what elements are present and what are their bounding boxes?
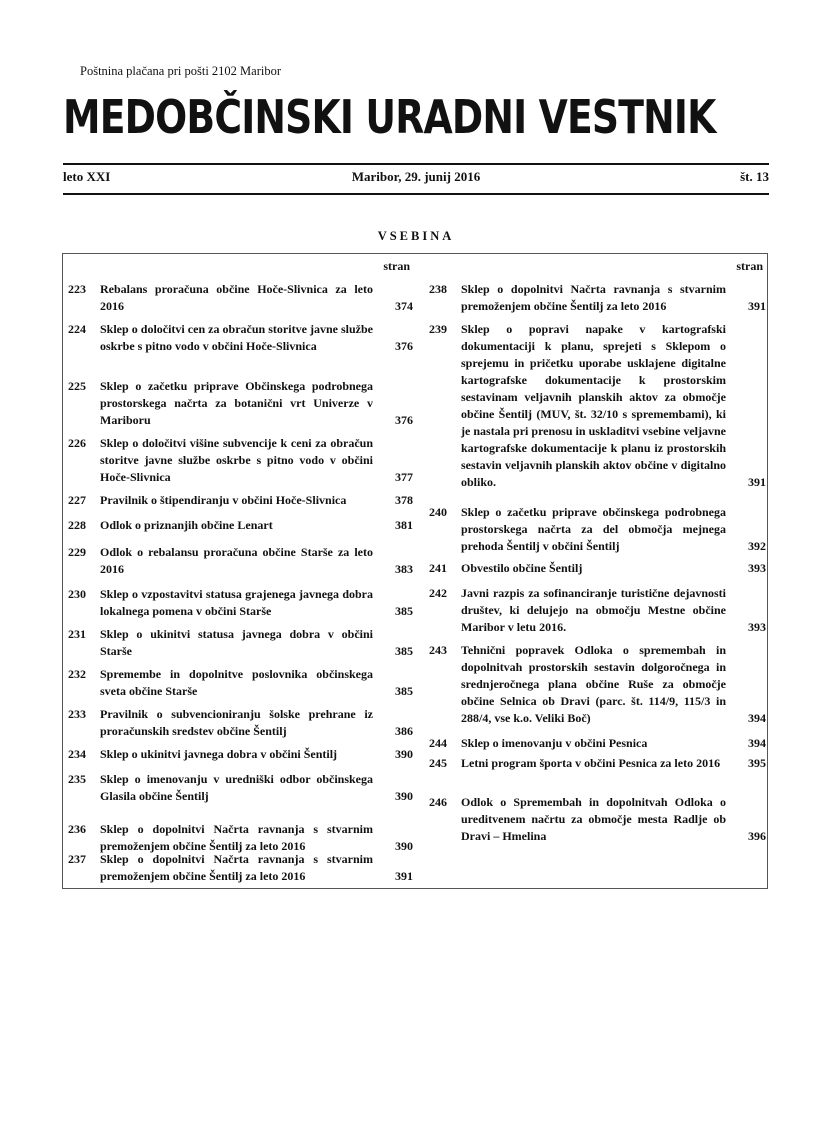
entry-number: 235 <box>68 772 86 786</box>
contents-entry <box>68 771 413 805</box>
contents-entry <box>68 321 413 355</box>
entry-page: 395 <box>748 756 766 770</box>
issue-number: št. 13 <box>740 169 769 184</box>
entry-number: 223 <box>68 282 86 296</box>
entry-title: Tehnični popravek Odloka o spremembah in dopolnitvah prostorskih sestavin dolgoročnega in srednjeročnega plana občine Ruše za območje občine Selnica ob Dravi (parc. št. 114/9, 115/3 in 288/4, vse k.o. Veliki Boč) <box>461 643 726 725</box>
entry-page: 377 <box>395 470 413 484</box>
entry-title: Odlok o Spremembah in dopolnitvah Odloka o ureditvenem načrtu za območje mesta Radlje ob Dravi – Hmelina <box>461 795 726 843</box>
entry-number: 243 <box>429 643 447 657</box>
entry-title: Sklep o dopolnitvi Načrta ravnanja s stvarnim premoženjem občine Šentilj za leto 2016 <box>461 282 726 313</box>
entry-title: Sklep o dopolnitvi Načrta ravnanja s stvarnim premoženjem občine Šentilj za leto 2016 <box>100 822 373 853</box>
entry-title: Sklep o določitvi višine subvencije k ceni za obračun storitve javne službe oskrbe s pitno vodo v občini Hoče-Slivnica <box>100 436 373 484</box>
entry-number: 231 <box>68 627 86 641</box>
entry-page: 385 <box>395 604 413 618</box>
contents-entry <box>68 281 413 315</box>
issue-year: leto XXI <box>63 169 111 184</box>
entry-page: 396 <box>748 829 766 843</box>
entry-number: 244 <box>429 736 447 750</box>
entry-number: 239 <box>429 322 447 336</box>
entry-page: 394 <box>748 711 766 725</box>
contents-entry <box>68 492 413 509</box>
entry-number: 246 <box>429 795 447 809</box>
entry-title: Odlok o rebalansu proračuna občine Starše za leto 2016 <box>100 545 373 576</box>
entry-title: Pravilnik o subvencioniranju šolske prehrane iz proračunskih sredstev občine Šentilj <box>100 707 373 738</box>
entry-page: 383 <box>395 562 413 576</box>
entry-title: Rebalans proračuna občine Hoče-Slivnica za leto 2016 <box>100 282 373 313</box>
header-rule-top <box>63 163 769 165</box>
entry-page: 381 <box>395 518 413 532</box>
entry-number: 242 <box>429 586 447 600</box>
entry-number: 232 <box>68 667 86 681</box>
contents-entry <box>68 517 413 534</box>
entry-title: Pravilnik o štipendiranju v občini Hoče-Slivnica <box>100 493 347 507</box>
contents-entry <box>429 560 766 577</box>
entry-title: Sklep o ukinitvi javnega dobra v občini Šentilj <box>100 747 338 761</box>
entry-page: 385 <box>395 684 413 698</box>
entry-title: Sklep o vzpostavitvi statusa grajenega javnega dobra lokalnega pomena v občini Starše <box>100 587 373 618</box>
entry-title: Sklep o ukinitvi statusa javnega dobra v občini Starše <box>100 627 373 658</box>
contents-entry <box>429 504 766 555</box>
contents-entry <box>68 706 413 740</box>
contents-entry <box>68 586 413 620</box>
page-column-label: stran <box>736 259 763 273</box>
entry-number: 241 <box>429 561 447 575</box>
contents-column-right <box>429 254 766 888</box>
entry-number: 227 <box>68 493 86 507</box>
entry-title: Sklep o začetku priprave Občinskega podrobnega prostorskega načrta za botanični vrt Univerze v Mariboru <box>100 379 373 427</box>
entry-page: 374 <box>395 299 413 313</box>
contents-entry <box>429 585 766 636</box>
contents-entry <box>68 746 413 763</box>
entry-number: 230 <box>68 587 86 601</box>
entry-page: 391 <box>748 475 766 489</box>
entry-page: 394 <box>748 736 766 750</box>
contents-entry <box>429 281 766 315</box>
issue-date: Maribor, 29. junij 2016 <box>351 169 481 184</box>
entry-number: 229 <box>68 545 86 559</box>
contents-heading: VSEBINA <box>377 229 455 243</box>
entry-title: Odlok o priznanjih občine Lenart <box>100 518 273 532</box>
page-column-label: stran <box>383 259 410 273</box>
entry-page: 390 <box>395 747 413 761</box>
contents-entry <box>429 735 766 752</box>
entry-page: 392 <box>748 539 766 553</box>
entry-page: 376 <box>395 413 413 427</box>
entry-title: Sklep o popravi napake v kartografski dokumentaciji k planu, sprejeti s Sklepom o sprejemu in pričetku uporabe usklajene digitalne kartografske dokumentacije k prostorskim sestavinam veljavnih planskih aktov za območje občine Šentilj (MUV, št. 32/10 s spremembami), ki je nastala pri prenosu in uskladitvi vsebine veljavne kartografske dokumentacije k planu iz prostorskih sestavin veljavnih planskih aktov občine v digitalno obliko. <box>461 322 726 489</box>
entry-page: 378 <box>395 493 413 507</box>
entry-page: 393 <box>748 561 766 575</box>
entry-title: Sklep o imenovanju v uredniški odbor občinskega Glasila občine Šentilj <box>100 772 373 803</box>
entry-number: 224 <box>68 322 86 336</box>
contents-entry <box>429 321 766 491</box>
contents-entry <box>429 755 766 772</box>
entry-page: 390 <box>395 789 413 803</box>
issue-line <box>63 169 769 187</box>
entry-page: 385 <box>395 644 413 658</box>
entry-number: 238 <box>429 282 447 296</box>
entry-page: 386 <box>395 724 413 738</box>
contents-entry <box>68 666 413 700</box>
entry-number: 236 <box>68 822 86 836</box>
entry-title: Sklep o začetku priprave občinskega podrobnega prostorskega načrta za del območja mejnega prehoda Šentilj v občini Šentilj <box>461 505 726 553</box>
entry-number: 234 <box>68 747 86 761</box>
contents-entry <box>68 435 413 486</box>
contents-entry <box>68 851 413 885</box>
contents-entry <box>68 626 413 660</box>
entry-number: 245 <box>429 756 447 770</box>
contents-entry <box>68 544 413 578</box>
entry-title: Letni program športa v občini Pesnica za leto 2016 <box>461 756 721 770</box>
entry-number: 233 <box>68 707 86 721</box>
entry-number: 228 <box>68 518 86 532</box>
entry-page: 393 <box>748 620 766 634</box>
contents-column-left <box>68 254 413 888</box>
entry-title: Spremembe in dopolnitve poslovnika občinskega sveta občine Starše <box>100 667 373 698</box>
postage-notice: Poštnina plačana pri pošti 2102 Maribor <box>80 64 282 78</box>
entry-title: Obvestilo občine Šentilj <box>461 561 583 575</box>
entry-page: 376 <box>395 339 413 353</box>
entry-title: Sklep o imenovanju v občini Pesnica <box>461 736 648 750</box>
contents-table <box>62 253 768 889</box>
entry-number: 226 <box>68 436 86 450</box>
entry-number: 240 <box>429 505 447 519</box>
entry-title: Javni razpis za sofinanciranje turistične dejavnosti društev, ki delujejo na območju Mestne občine Maribor v letu 2016. <box>461 586 726 634</box>
entry-page: 391 <box>395 869 413 883</box>
contents-entry <box>68 378 413 429</box>
masthead-title: MEDOBČINSKI URADNI VESTNIK <box>63 90 716 144</box>
entry-page: 390 <box>395 839 413 853</box>
entry-title: Sklep o določitvi cen za obračun storitve javne službe oskrbe s pitno vodo v občini Hoče-Slivnica <box>100 322 373 353</box>
header-rule-bottom <box>63 193 769 195</box>
entry-title: Sklep o dopolnitvi Načrta ravnanja s stvarnim premoženjem občine Šentilj za leto 2016 <box>100 852 373 883</box>
contents-entry <box>68 821 413 855</box>
entry-page: 391 <box>748 299 766 313</box>
contents-entry <box>429 642 766 727</box>
contents-entry <box>429 794 766 845</box>
entry-number: 225 <box>68 379 86 393</box>
entry-number: 237 <box>68 852 86 866</box>
